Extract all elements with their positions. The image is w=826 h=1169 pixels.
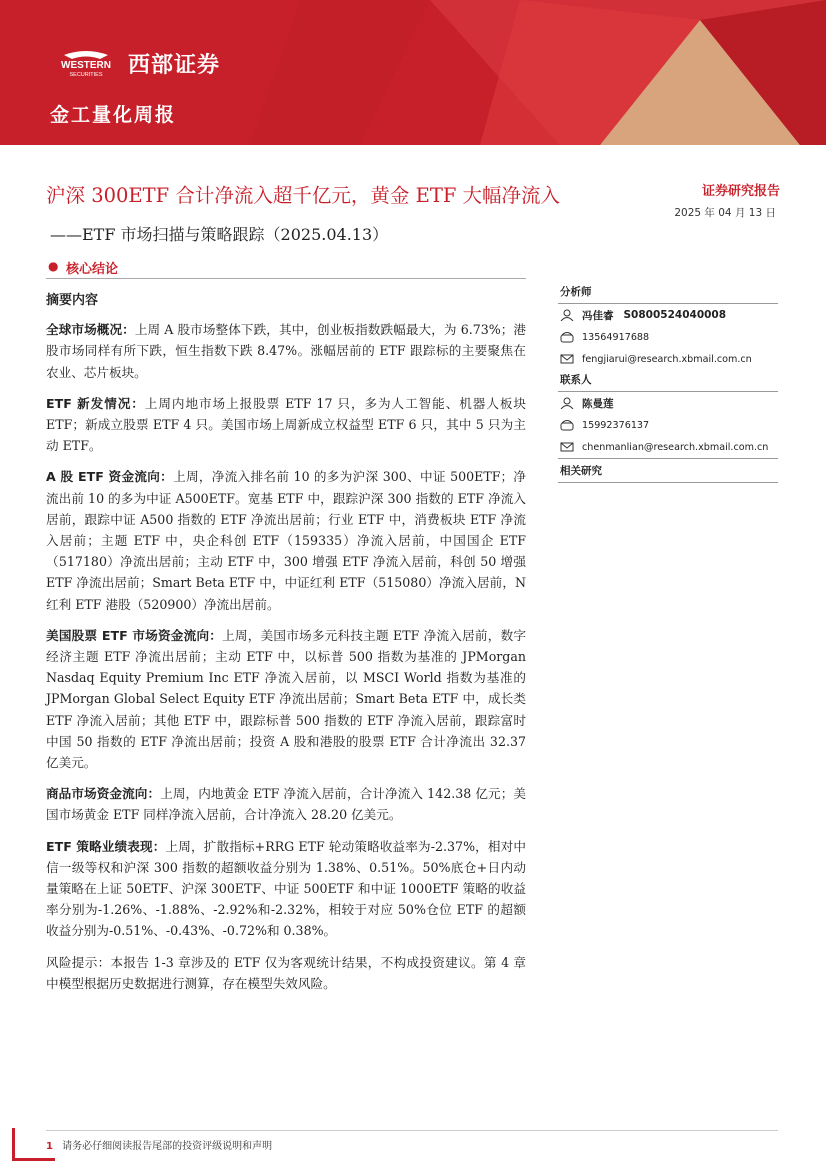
paragraph-text: 上周，扩散指标+RRG ETF 轮动策略收益率为-2.37%，相对中信一级等权和沪深 300 指数的超额收益分别为 1.38%、0.51%。50%底仓+日内动量策略在上证 50ETF、沪深 300ETF、中证 500ETF 和中证 1000ETF 策略的收益率分别为-1.26%、-1.88%、-2.92%和-2.32%，相较于对应 50%仓位 ETF 的超额收益分别为-0.51%、-0.43%、-0.72%和 0.38%。 [46, 838, 526, 939]
paragraph-head: ETF 策略业绩表现： [46, 838, 166, 854]
analyst-phone: 13564917688 [582, 331, 650, 343]
paragraph-text: 上周，内地黄金 ETF 净流入居前，合计净流入 142.38 亿元；美国市场黄金 ETF 同样净流入居前，合计净流入 28.20 亿美元。 [46, 786, 526, 823]
mail-icon [560, 441, 574, 453]
paragraph-head: 全球市场概况： [46, 322, 135, 338]
paragraph-strategy [46, 836, 526, 942]
person-icon [560, 309, 574, 321]
analyst-phone-row [558, 326, 778, 348]
corner-decoration [12, 1128, 55, 1161]
footer-divider [46, 1130, 778, 1131]
mail-icon [560, 353, 574, 365]
page-number: 1 [46, 1141, 53, 1152]
paragraph-etf-new [46, 393, 526, 457]
svg-text:SECURITIES: SECURITIES [69, 71, 103, 77]
paragraph-global-market [46, 319, 526, 383]
section-label: 核心结论 [66, 262, 119, 277]
analyst-email[interactable]: fengjiarui@research.xbmail.com.cn [582, 353, 752, 365]
phone-icon [560, 331, 574, 343]
contact-phone: 15992376137 [582, 419, 650, 431]
contact-name: 陈曼莲 [582, 397, 614, 410]
paragraph-a-share-flow [46, 466, 526, 614]
footer-disclaimer: 请务必仔细阅读报告尾部的投资评级说明和声明 [62, 1141, 273, 1152]
sidebar [558, 282, 778, 483]
paragraph-text: 上周 A 股市场整体下跌，其中，创业板指数跌幅最大，为 6.73%；港股市场同样有所下跌，恒生指数下跌 8.47%。涨幅居前的 ETF 跟踪标的主要聚焦在农业、芯片板块。 [46, 322, 526, 380]
person-icon [560, 397, 574, 409]
report-subtitle: ——ETF 市场扫描与策略跟踪（2025.04.13） [50, 225, 389, 244]
contact-email-row [558, 436, 778, 458]
report-date: 2025 年 04 月 13 日 [674, 207, 776, 219]
related-research-label: 相关研究 [558, 458, 778, 483]
analyst-name: 冯佳睿 [582, 309, 614, 322]
footer [46, 1137, 272, 1152]
contact-email[interactable]: chenmanlian@research.xbmail.com.cn [582, 441, 769, 453]
western-securities-logo-mark [50, 51, 122, 77]
analyst-email-row [558, 348, 778, 370]
analyst-cert: S0800524040008 [623, 309, 727, 321]
company-logo [50, 48, 220, 79]
core-conclusion-header [46, 258, 526, 279]
paragraph-text: 上周，净流入排名前 10 的多为沪深 300、中证 500ETF；净流出前 10 的多为中证 A500ETF。宽基 ETF 中，跟踪沪深 300 指数的 ETF 净流入居前，跟踪中证 A500 指数的 ETF 净流出居前；行业 ETF 中，消费板块 ETF 净流入居前；主题 ETF 中，央企科创 ETF（159335）净流入居前，中国国企 ETF（517180）净流出居前；主动 ETF 中，300 增强 ETF 净流入居前，科创 50 增强 ETF 净流出居前；Smart Beta ETF 中，中证红利 ETF（515080）净流入居前，N 红利 ETF 港股（520900）净流出居前。 [46, 469, 526, 612]
contact-row [558, 392, 778, 414]
paragraph-head: 美国股票 ETF 市场资金流向： [46, 627, 223, 643]
report-title: 沪深 300ETF 合计净流入超千亿元，黄金 ETF 大幅净流入 [46, 184, 561, 207]
paragraph-us-flow [46, 625, 526, 773]
report-type: 证券研究报告 [701, 184, 780, 199]
summary-body [46, 290, 526, 1004]
paragraph-head: A 股 ETF 资金流向： [46, 469, 174, 485]
paragraph-head: 商品市场资金流向： [46, 786, 161, 802]
paragraph-commodity-flow [46, 783, 526, 825]
analyst-label: 分析师 [558, 282, 778, 304]
paragraph-head: ETF 新发情况： [46, 395, 145, 411]
report-category: 金工量化周报 [50, 104, 177, 126]
paragraph-risk: 风险提示：本报告 1-3 章涉及的 ETF 仅为客观统计结果，不构成投资建议。第 4 章中模型根据历史数据进行测算，存在模型失效风险。 [46, 954, 526, 991]
bullet-icon: ● [48, 259, 59, 273]
paragraph-text: 上周内地市场上报股票 ETF 17 只，多为人工智能、机器人板块 ETF；新成立股票 ETF 4 只。美国市场上周新成立权益型 ETF 6 只，其中 5 只为主动 ETF。 [46, 395, 526, 454]
paragraph-text: 上周，美国市场多元科技主题 ETF 净流入居前，数字经济主题 ETF 净流出居前；主动 ETF 中，以标普 500 指数为基准的 JPMorgan Nasdaq Equity Premium Inc ETF 净流入居前，以 MSCI World 指数为基准的 JPMorgan Global Select Equity ETF 净流出居前；Smart Beta ETF 中，成长类 ETF 净流入居前；其他 ETF 中，跟踪标普 500 指数的 ETF 净流入居前，跟踪富时中国 50 指数的 ETF 净流出居前；投资 A 股和港股的股票 ETF 合计净流出 32.37 亿美元。 [46, 627, 526, 771]
contact-label: 联系人 [558, 370, 778, 392]
company-name-cn: 西部证券 [128, 53, 221, 78]
header-banner [0, 0, 826, 145]
contact-phone-row [558, 414, 778, 436]
svg-text:WESTERN: WESTERN [61, 59, 111, 71]
phone-icon [560, 419, 574, 431]
analyst-row [558, 304, 778, 326]
summary-heading: 摘要内容 [46, 293, 99, 308]
